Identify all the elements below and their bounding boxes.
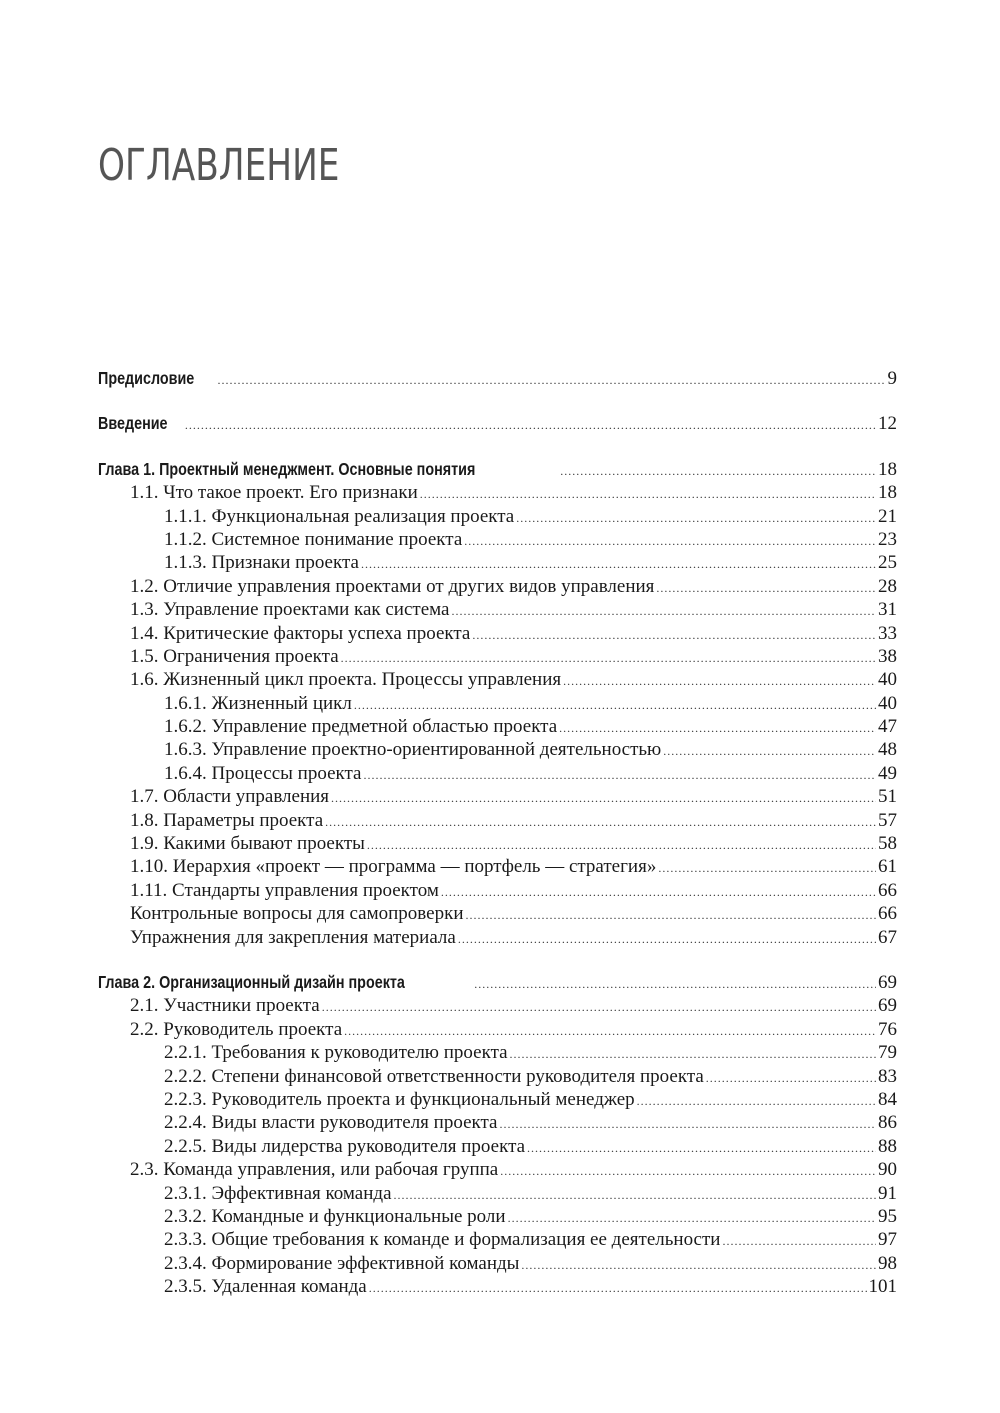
toc-section[interactable] [98, 1018, 897, 1041]
toc-entry-label: 1.6. Жизненный цикл проекта. Процессы управления [130, 669, 562, 691]
toc-section[interactable] [98, 879, 897, 902]
toc-page-number: 88 [878, 1135, 897, 1157]
toc-subsection[interactable] [98, 1111, 897, 1134]
toc-section[interactable] [98, 855, 897, 878]
toc-section[interactable] [98, 668, 897, 691]
toc-page-number: 31 [878, 599, 897, 621]
toc-leader-dots [420, 483, 876, 506]
toc-entry-label: 2.2.1. Требования к руководителю проекта [164, 1042, 508, 1064]
toc-entry-label: 1.3. Управление проектами как система [130, 599, 450, 621]
toc-entry-label: 2.2.5. Виды лидерства руководителя проекта [164, 1135, 526, 1157]
toc-page-number: 33 [878, 622, 897, 644]
toc-page-number: 9 [887, 368, 897, 389]
page-title: ОГЛАВЛЕНИЕ [98, 140, 340, 191]
toc-page-number: 25 [878, 552, 897, 574]
toc-leader-dots [325, 811, 876, 834]
toc-subsection[interactable] [98, 1252, 897, 1275]
toc-section[interactable] [98, 575, 897, 598]
toc-entry-label: Контрольные вопросы для самопроверки [130, 903, 464, 925]
toc-subsection[interactable] [98, 1135, 897, 1158]
toc-page-number: 69 [878, 971, 897, 993]
toc-leader-dots [331, 787, 876, 810]
toc-entry-label: 2.2.4. Виды власти руководителя проекта [164, 1112, 498, 1134]
toc-page-number: 40 [878, 692, 897, 714]
toc-leader-dots [361, 553, 876, 576]
toc-page-number: 67 [878, 926, 897, 948]
toc-entry-label: 1.6.4. Процессы проекта [164, 762, 362, 784]
toc-leader-dots [474, 973, 876, 996]
toc-page-number: 12 [878, 413, 897, 435]
toc-leader-dots [563, 670, 876, 693]
toc-section[interactable] [98, 785, 897, 808]
toc-page-number: 76 [878, 1018, 897, 1040]
toc-page-number: 21 [878, 505, 897, 527]
toc-leader-dots [499, 1113, 876, 1136]
toc-leader-dots [559, 717, 876, 740]
toc-entry-label: 1.2. Отличие управления проектами от других видов управления [130, 575, 655, 597]
toc-subsection[interactable] [98, 505, 897, 528]
toc-page-number: 66 [878, 879, 897, 901]
toc-entry-label: 1.1.3. Признаки проекта [164, 552, 359, 574]
toc-section[interactable] [98, 598, 897, 621]
toc-entry-label: Глава 2. Организационный дизайн проекта [98, 971, 405, 992]
toc-section[interactable] [98, 832, 897, 855]
toc-leader-dots [185, 414, 876, 437]
toc-page-number: 38 [878, 645, 897, 667]
toc-leader-dots [706, 1067, 876, 1090]
toc-page-number: 101 [868, 1276, 897, 1298]
toc-page-number: 95 [878, 1205, 897, 1227]
toc-leader-dots [516, 507, 876, 530]
toc-subsection[interactable] [98, 1182, 897, 1205]
toc-leader-dots [441, 881, 876, 904]
toc-leader-dots [367, 834, 876, 857]
toc-leader-dots [344, 1020, 876, 1043]
toc-leader-dots [354, 694, 876, 717]
toc-leader-dots [466, 904, 877, 927]
toc-subsection[interactable] [98, 528, 897, 551]
toc-leader-dots [464, 530, 876, 553]
toc-entry-label: 1.4. Критические факторы успеха проекта [130, 622, 471, 644]
toc-leader-dots [658, 857, 876, 880]
toc-entry-label: 2.3.2. Командные и функциональные роли [164, 1205, 506, 1227]
toc-entry-label: Глава 1. Проектный менеджмент. Основные понятия [98, 458, 476, 479]
toc-entry-label: 2.1. Участники проекта [130, 995, 320, 1017]
toc-leader-dots [458, 928, 876, 951]
toc-entry-label: 2.2. Руководитель проекта [130, 1018, 343, 1040]
toc-leader-dots [637, 1090, 876, 1113]
toc-entry-label: 1.6.3. Управление проектно-ориентированной деятельностью [164, 739, 662, 761]
toc-section[interactable] [98, 481, 897, 504]
toc-section[interactable] [98, 1158, 897, 1181]
toc-leader-dots [663, 740, 876, 763]
toc-entry-label: 2.2.2. Степени финансовой ответственности руководителя проекта [164, 1065, 704, 1087]
toc-leader-dots [500, 1160, 876, 1183]
toc-subsection[interactable] [98, 1041, 897, 1064]
toc-page-number: 91 [878, 1182, 897, 1204]
table-of-contents [98, 367, 897, 1298]
toc-subsection[interactable] [98, 715, 897, 738]
toc-entry-label: 1.10. Иерархия «проект — программа — портфель — стратегия» [130, 856, 657, 878]
toc-leader-dots [322, 996, 876, 1019]
toc-subsection[interactable] [98, 762, 897, 785]
toc-entry-label: 1.11. Стандарты управления проектом [130, 879, 439, 901]
toc-page-number: 97 [878, 1229, 897, 1251]
toc-page-number: 40 [878, 669, 897, 691]
toc-leader-dots [451, 600, 876, 623]
toc-page-number: 47 [878, 716, 897, 738]
toc-page-number: 18 [878, 482, 897, 504]
toc-leader-dots [369, 1277, 867, 1300]
toc-section[interactable] [98, 994, 897, 1017]
toc-page-number: 51 [878, 786, 897, 808]
toc-leader-dots [508, 1207, 876, 1230]
toc-entry-label: 1.1.2. Системное понимание проекта [164, 528, 463, 550]
toc-page-number: 58 [878, 833, 897, 855]
toc-entry-label: Введение [98, 413, 168, 434]
toc-entry-label: Предисловие [98, 368, 195, 388]
toc-section[interactable] [98, 902, 897, 925]
toc-entry-label: 1.6.1. Жизненный цикл [164, 692, 352, 714]
toc-entry-label: 1.1. Что такое проект. Его признаки [130, 482, 418, 504]
toc-entry-label: 2.3.5. Удаленная команда [164, 1276, 367, 1298]
toc-chapter[interactable] [98, 458, 897, 481]
toc-page-number: 79 [878, 1042, 897, 1064]
toc-page-number: 69 [878, 995, 897, 1017]
toc-entry-label: 2.3.4. Формирование эффективной команды [164, 1252, 520, 1274]
toc-entry[interactable] [98, 412, 897, 435]
toc-entry-label: 2.3.1. Эффективная команда [164, 1182, 392, 1204]
toc-page-number: 84 [878, 1088, 897, 1110]
toc-page-number: 28 [878, 575, 897, 597]
toc-leader-dots [510, 1043, 876, 1066]
toc-page-number: 61 [878, 856, 897, 878]
toc-page-number: 66 [878, 903, 897, 925]
toc-leader-dots [722, 1230, 876, 1253]
toc-section[interactable] [98, 809, 897, 832]
toc-leader-dots [472, 624, 876, 647]
toc-section[interactable] [98, 926, 897, 949]
toc-entry-label: 1.5. Ограничения проекта [130, 645, 339, 667]
toc-page-number: 83 [878, 1065, 897, 1087]
toc-entry-label: 1.7. Области управления [130, 786, 330, 808]
toc-subsection[interactable] [98, 1065, 897, 1088]
toc-leader-dots [394, 1184, 877, 1207]
toc-leader-dots [217, 369, 885, 392]
toc-page-number: 86 [878, 1112, 897, 1134]
toc-subsection[interactable] [98, 1205, 897, 1228]
toc-page-number: 90 [878, 1159, 897, 1181]
toc-leader-dots [560, 460, 876, 483]
toc-page-number: 23 [878, 528, 897, 550]
toc-entry-label: 1.6.2. Управление предметной областью проекта [164, 716, 558, 738]
toc-leader-dots [527, 1137, 876, 1160]
toc-section[interactable] [98, 645, 897, 668]
toc-page-number: 48 [878, 739, 897, 761]
toc-page-number: 18 [878, 458, 897, 480]
toc-section[interactable] [98, 622, 897, 645]
toc-entry-label: 1.9. Какими бывают проекты [130, 833, 365, 855]
toc-entry-label: 1.8. Параметры проекта [130, 809, 324, 831]
toc-page-number: 57 [878, 809, 897, 831]
toc-subsection[interactable] [98, 1088, 897, 1111]
toc-entry-label: 2.3. Команда управления, или рабочая группа [130, 1159, 499, 1181]
toc-chapter[interactable] [98, 971, 897, 994]
toc-page-number: 98 [878, 1252, 897, 1274]
toc-leader-dots [341, 647, 876, 670]
toc-leader-dots [656, 577, 876, 600]
toc-leader-dots [521, 1254, 876, 1277]
toc-entry-label: 2.2.3. Руководитель проекта и функциональный менеджер [164, 1088, 635, 1110]
toc-entry[interactable] [98, 367, 897, 390]
toc-leader-dots [363, 764, 876, 787]
toc-entry-label: 1.1.1. Функциональная реализация проекта [164, 505, 515, 527]
toc-entry-label: Упражнения для закрепления материала [130, 926, 456, 948]
toc-subsection[interactable] [98, 551, 897, 574]
toc-subsection[interactable] [98, 692, 897, 715]
toc-subsection[interactable] [98, 1228, 897, 1251]
toc-subsection[interactable] [98, 1275, 897, 1298]
toc-entry-label: 2.3.3. Общие требования к команде и формализация ее деятельности [164, 1229, 721, 1251]
toc-subsection[interactable] [98, 738, 897, 761]
toc-page-number: 49 [878, 762, 897, 784]
